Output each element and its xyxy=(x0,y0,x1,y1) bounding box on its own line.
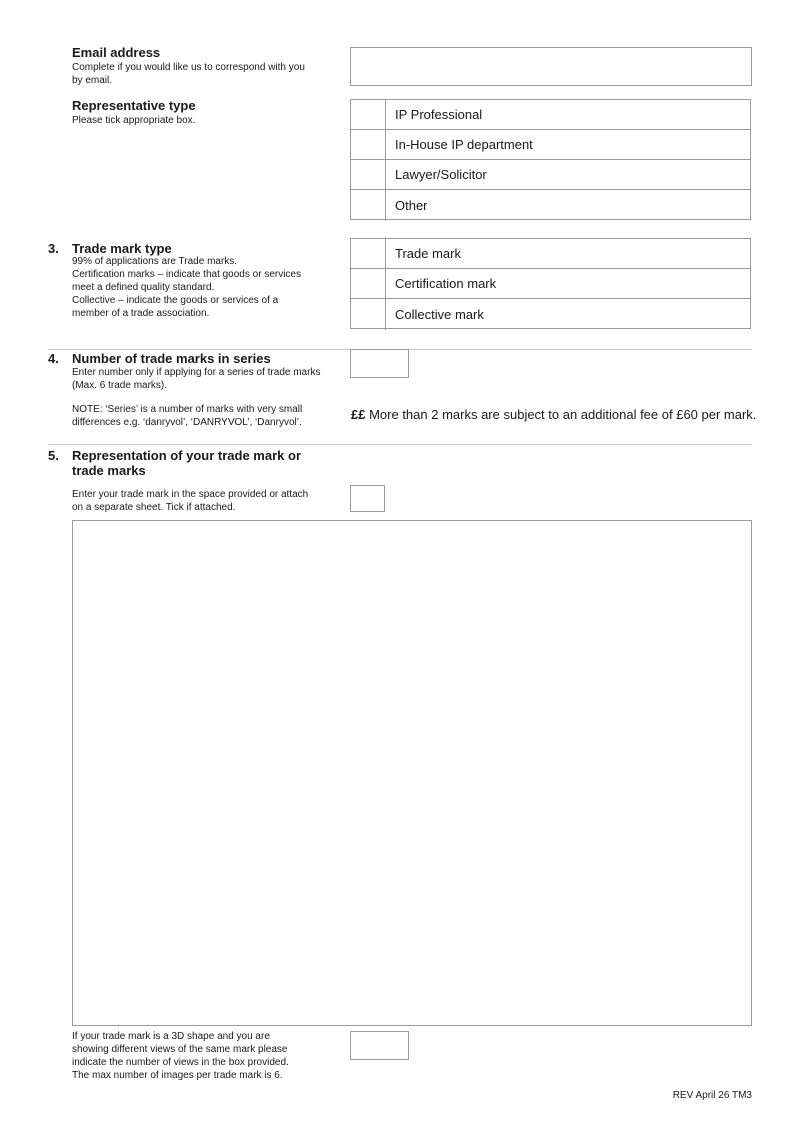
trade-mark-type-options xyxy=(350,238,751,329)
rep-checkbox-in-house[interactable] xyxy=(351,130,386,159)
section-divider xyxy=(48,444,752,445)
rep-checkbox-other[interactable] xyxy=(351,190,386,221)
rep-type-title: Representative type xyxy=(72,98,196,113)
type-checkbox-collective[interactable] xyxy=(351,299,386,330)
type-option-trade-mark[interactable]: Trade mark xyxy=(351,239,750,269)
email-title: Email address xyxy=(72,45,161,60)
revision-label: REV April 26 TM3 xyxy=(672,1090,752,1101)
section-5-title: Representation of your trade mark or trade marks xyxy=(72,448,301,478)
fee-icon: ££ xyxy=(351,407,366,422)
rep-checkbox-lawyer[interactable] xyxy=(351,160,386,189)
section-5-number: 5. xyxy=(48,448,59,463)
section-3-help: 99% of applications are Trade marks. Certification marks – indicate that goods or services meet a defined quality standard. Collective – indicate the goods or services of a member of a trade association. xyxy=(72,256,301,319)
type-option-certification[interactable]: Certification mark xyxy=(351,269,750,299)
trade-mark-representation-area[interactable] xyxy=(72,520,752,1026)
section-5-help: Enter your trade mark in the space provided or attach on a separate sheet. Tick if attached. xyxy=(72,489,309,513)
rep-option-ip-professional[interactable]: IP Professional xyxy=(351,100,750,130)
section-3-number: 3. xyxy=(48,241,59,256)
fee-note xyxy=(351,407,756,422)
email-input[interactable] xyxy=(350,47,752,86)
rep-option-other[interactable]: Other xyxy=(351,190,750,221)
type-option-collective[interactable]: Collective mark xyxy=(351,299,750,330)
section-3-title: Trade mark type xyxy=(72,241,172,256)
rep-type-options xyxy=(350,99,751,220)
fee-text: More than 2 marks are subject to an additional fee of £60 per mark. xyxy=(369,407,757,422)
rep-type-help: Please tick appropriate box. xyxy=(72,115,196,126)
views-help: If your trade mark is a 3D shape and you are showing different views of the same mark please indicate the number of views in the box provided. The max number of images per trade mark is 6. xyxy=(72,1031,289,1081)
section-4-number: 4. xyxy=(48,351,59,366)
type-checkbox-certification[interactable] xyxy=(351,269,386,298)
type-checkbox-trade-mark[interactable] xyxy=(351,239,386,268)
email-help: Complete if you would like us to correspond with you by email. xyxy=(72,62,305,86)
rep-option-in-house[interactable]: In-House IP department xyxy=(351,130,750,160)
rep-checkbox-ip-professional[interactable] xyxy=(351,100,386,129)
series-note: NOTE: ‘Series’ is a number of marks with very small differences e.g. ‘danryvol’, ‘DANRYVOL’, ‘Danryvol’. xyxy=(72,404,303,428)
section-4-help: Enter number only if applying for a series of trade marks (Max. 6 trade marks). xyxy=(72,367,321,391)
section-4-title: Number of trade marks in series xyxy=(72,351,271,366)
views-count-input[interactable] xyxy=(350,1031,409,1060)
series-count-input[interactable] xyxy=(350,349,409,378)
rep-option-lawyer[interactable]: Lawyer/Solicitor xyxy=(351,160,750,190)
attached-checkbox[interactable] xyxy=(350,485,385,512)
